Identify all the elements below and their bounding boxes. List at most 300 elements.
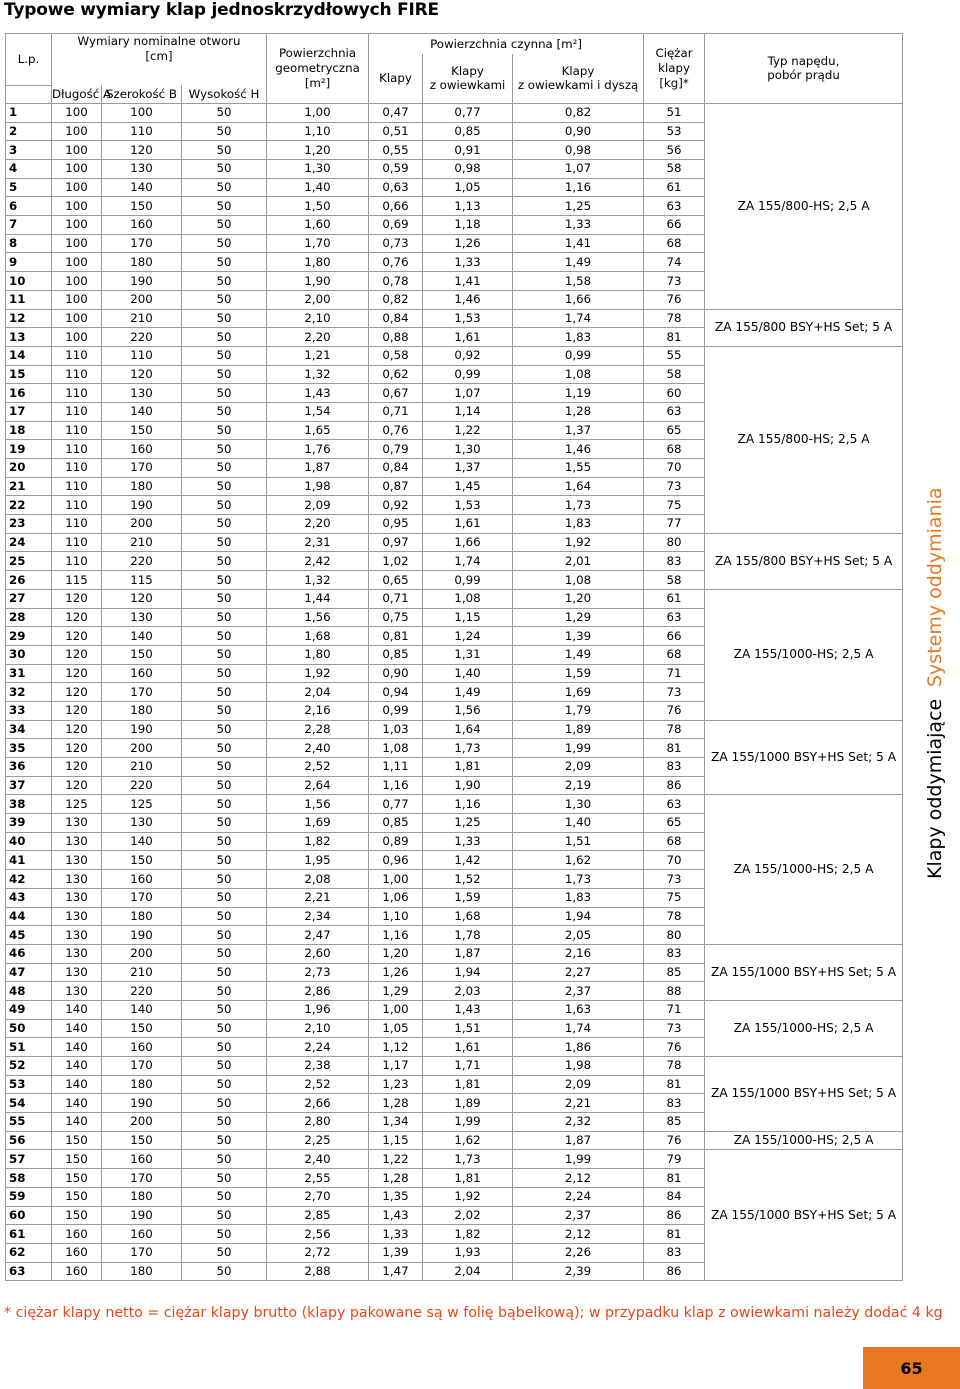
table-cell: 75 [644, 496, 705, 515]
table-cell: 1,66 [513, 290, 644, 309]
table-cell: 50 [182, 1057, 267, 1076]
table-cell: 58 [644, 160, 705, 179]
table-cell: 150 [52, 1131, 102, 1150]
table-cell: 100 [52, 103, 102, 122]
table-cell: 100 [52, 160, 102, 179]
table-cell: 1,34 [369, 1113, 423, 1132]
table-cell: 100 [52, 197, 102, 216]
table-cell: 1,26 [423, 234, 513, 253]
table-cell: 0,99 [369, 701, 423, 720]
table-cell: 210 [102, 533, 182, 552]
table-cell: 1,28 [369, 1169, 423, 1188]
table-cell: 1,60 [267, 216, 369, 235]
table-cell: 0,85 [423, 122, 513, 141]
table-cell: 1,29 [369, 982, 423, 1001]
table-cell: 2,32 [513, 1113, 644, 1132]
table-cell: 0,99 [513, 346, 644, 365]
table-cell: 160 [102, 1038, 182, 1057]
table-cell: 1,93 [423, 1243, 513, 1262]
table-cell: 1,08 [369, 739, 423, 758]
nominal-header: Wymiary nominalne otworu [cm] [52, 34, 267, 64]
row-number: 31 [6, 664, 52, 683]
table-cell: 2,10 [267, 1019, 369, 1038]
table-cell: 1,30 [513, 795, 644, 814]
table-cell: 84 [644, 1187, 705, 1206]
table-cell: 66 [644, 627, 705, 646]
table-cell: 2,66 [267, 1094, 369, 1113]
table-cell: 1,92 [513, 533, 644, 552]
table-cell: 100 [52, 122, 102, 141]
table-cell: 1,80 [267, 253, 369, 272]
table-cell: 100 [52, 234, 102, 253]
table-cell: 110 [102, 346, 182, 365]
table-cell: 81 [644, 328, 705, 347]
table-cell: 2,20 [267, 515, 369, 534]
table-cell: 0,99 [423, 571, 513, 590]
drive-type-cell: ZA 155/1000-HS; 2,5 A [705, 795, 903, 945]
table-cell: 50 [182, 720, 267, 739]
row-number: 21 [6, 477, 52, 496]
table-cell: 1,21 [267, 346, 369, 365]
table-cell: 50 [182, 1075, 267, 1094]
row-number: 27 [6, 589, 52, 608]
table-cell: 1,52 [423, 870, 513, 889]
table-cell: 210 [102, 309, 182, 328]
table-cell: 65 [644, 421, 705, 440]
table-cell: 80 [644, 926, 705, 945]
table-cell: 81 [644, 739, 705, 758]
table-cell: 88 [644, 982, 705, 1001]
table-cell: 1,62 [423, 1131, 513, 1150]
table-cell: 1,23 [369, 1075, 423, 1094]
row-number: 47 [6, 963, 52, 982]
table-cell: 180 [102, 1075, 182, 1094]
table-cell: 50 [182, 122, 267, 141]
drive-type-cell: ZA 155/1000 BSY+HS Set; 5 A [705, 720, 903, 795]
row-number: 22 [6, 496, 52, 515]
table-cell: 50 [182, 1094, 267, 1113]
table-cell: 2,34 [267, 907, 369, 926]
table-cell: 120 [52, 739, 102, 758]
table-cell: 2,10 [267, 309, 369, 328]
table-cell: 0,76 [369, 253, 423, 272]
table-cell: 0,91 [423, 141, 513, 160]
table-cell: 160 [102, 1150, 182, 1169]
table-cell: 200 [102, 290, 182, 309]
table-cell: 170 [102, 234, 182, 253]
table-cell: 70 [644, 459, 705, 478]
table-cell: 1,64 [423, 720, 513, 739]
table-cell: 140 [52, 1038, 102, 1057]
table-body [6, 103, 903, 1280]
table-cell: 1,61 [423, 515, 513, 534]
table-cell: 1,20 [369, 944, 423, 963]
table-cell: 1,78 [423, 926, 513, 945]
table-cell: 50 [182, 515, 267, 534]
table-cell: 2,56 [267, 1225, 369, 1244]
table-cell: 1,12 [369, 1038, 423, 1057]
table-cell: 170 [102, 459, 182, 478]
table-cell: 100 [52, 141, 102, 160]
table-cell: 1,47 [369, 1262, 423, 1281]
table-cell: 1,07 [513, 160, 644, 179]
table-cell: 180 [102, 253, 182, 272]
table-cell: 110 [52, 533, 102, 552]
row-number: 1 [6, 103, 52, 122]
table-cell: 1,22 [369, 1150, 423, 1169]
table-cell: 50 [182, 290, 267, 309]
table-cell: 100 [52, 272, 102, 291]
table-cell: 1,41 [423, 272, 513, 291]
table-cell: 78 [644, 720, 705, 739]
table-cell: 1,35 [369, 1187, 423, 1206]
row-number: 7 [6, 216, 52, 235]
table-cell: 1,28 [369, 1094, 423, 1113]
row-number: 58 [6, 1169, 52, 1188]
table-cell: 53 [644, 122, 705, 141]
row-number: 39 [6, 814, 52, 833]
table-cell: 160 [102, 870, 182, 889]
table-cell: 1,40 [267, 178, 369, 197]
table-cell: 1,73 [423, 739, 513, 758]
table-cell: 160 [102, 1225, 182, 1244]
table-cell: 50 [182, 402, 267, 421]
table-cell: 0,77 [423, 103, 513, 122]
table-cell: 66 [644, 216, 705, 235]
table-cell: 1,07 [423, 384, 513, 403]
table-cell: 1,83 [513, 328, 644, 347]
table-cell: 2,04 [267, 683, 369, 702]
table-cell: 110 [52, 515, 102, 534]
row-number: 6 [6, 197, 52, 216]
row-number: 49 [6, 1000, 52, 1019]
table-cell: 1,46 [423, 290, 513, 309]
table-cell: 190 [102, 1094, 182, 1113]
table-cell: 190 [102, 272, 182, 291]
table-cell: 63 [644, 795, 705, 814]
table-cell: 50 [182, 1206, 267, 1225]
table-cell: 50 [182, 384, 267, 403]
table-cell: 1,33 [423, 253, 513, 272]
table-cell: 1,99 [513, 739, 644, 758]
table-cell: 1,37 [513, 421, 644, 440]
table-cell: 130 [52, 926, 102, 945]
table-cell: 0,90 [369, 664, 423, 683]
table-cell: 0,73 [369, 234, 423, 253]
table-cell: 110 [52, 402, 102, 421]
table-cell: 100 [52, 216, 102, 235]
table-cell: 1,39 [369, 1243, 423, 1262]
table-cell: 75 [644, 888, 705, 907]
table-cell: 78 [644, 309, 705, 328]
row-number: 61 [6, 1225, 52, 1244]
table-cell: 1,25 [423, 814, 513, 833]
table-cell: 0,51 [369, 122, 423, 141]
table-cell: 1,10 [369, 907, 423, 926]
table-cell: 50 [182, 758, 267, 777]
table-cell: 2,12 [513, 1169, 644, 1188]
table-cell: 85 [644, 963, 705, 982]
table-cell: 1,56 [423, 701, 513, 720]
table-cell: 1,10 [267, 122, 369, 141]
table-cell: 50 [182, 907, 267, 926]
drive-type-cell: ZA 155/1000 BSY+HS Set; 5 A [705, 1057, 903, 1132]
table-cell: 1,76 [267, 440, 369, 459]
table-cell: 1,13 [423, 197, 513, 216]
table-cell: 1,49 [513, 645, 644, 664]
table-cell: 1,33 [369, 1225, 423, 1244]
table-cell: 150 [102, 1019, 182, 1038]
row-number: 29 [6, 627, 52, 646]
row-number: 19 [6, 440, 52, 459]
table-cell: 2,01 [513, 552, 644, 571]
table-cell: 115 [52, 571, 102, 590]
row-number: 14 [6, 346, 52, 365]
table-cell: 1,51 [423, 1019, 513, 1038]
table-cell: 1,33 [513, 216, 644, 235]
table-cell: 80 [644, 533, 705, 552]
drive-type-cell: ZA 155/800 BSY+HS Set; 5 A [705, 533, 903, 589]
table-cell: 73 [644, 870, 705, 889]
table-cell: 50 [182, 1243, 267, 1262]
table-cell: 1,59 [423, 888, 513, 907]
table-cell: 50 [182, 1113, 267, 1132]
table-cell: 1,82 [267, 832, 369, 851]
table-cell: 2,27 [513, 963, 644, 982]
row-number: 46 [6, 944, 52, 963]
table-cell: 50 [182, 832, 267, 851]
table-cell: 50 [182, 197, 267, 216]
table-cell: 1,74 [423, 552, 513, 571]
table-cell: 0,62 [369, 365, 423, 384]
table-cell: 0,71 [369, 402, 423, 421]
table-cell: 200 [102, 515, 182, 534]
table-cell: 1,94 [513, 907, 644, 926]
table-cell: 1,55 [513, 459, 644, 478]
table-cell: 190 [102, 720, 182, 739]
table-cell: 86 [644, 1206, 705, 1225]
table-cell: 1,02 [369, 552, 423, 571]
row-number: 5 [6, 178, 52, 197]
table-cell: 1,30 [267, 160, 369, 179]
table-cell: 140 [102, 178, 182, 197]
table-cell: 0,67 [369, 384, 423, 403]
table-cell: 100 [52, 309, 102, 328]
table-cell: 2,25 [267, 1131, 369, 1150]
table-cell: 1,41 [513, 234, 644, 253]
table-cell: 50 [182, 477, 267, 496]
table-cell: 50 [182, 627, 267, 646]
table-cell: 130 [102, 814, 182, 833]
table-cell: 1,49 [513, 253, 644, 272]
table-cell: 83 [644, 944, 705, 963]
table-cell: 50 [182, 141, 267, 160]
table-cell: 180 [102, 1262, 182, 1281]
table-cell: 0,89 [369, 832, 423, 851]
table-cell: 1,15 [423, 608, 513, 627]
table-cell: 68 [644, 645, 705, 664]
table-cell: 2,60 [267, 944, 369, 963]
row-number: 4 [6, 160, 52, 179]
table-cell: 0,92 [369, 496, 423, 515]
row-number: 44 [6, 907, 52, 926]
table-cell: 2,09 [513, 758, 644, 777]
table-cell: 2,04 [423, 1262, 513, 1281]
table-cell: 2,37 [513, 1206, 644, 1225]
table-cell: 1,00 [369, 1000, 423, 1019]
table-cell: 140 [52, 1113, 102, 1132]
drive-type-cell: ZA 155/1000 BSY+HS Set; 5 A [705, 944, 903, 1000]
row-number: 53 [6, 1075, 52, 1094]
table-cell: 2,80 [267, 1113, 369, 1132]
table-cell: 160 [52, 1243, 102, 1262]
table-cell: 0,77 [369, 795, 423, 814]
table-cell: 76 [644, 290, 705, 309]
table-cell: 200 [102, 739, 182, 758]
table-cell: 190 [102, 926, 182, 945]
table-cell: 0,87 [369, 477, 423, 496]
table-cell: 50 [182, 963, 267, 982]
table-cell: 120 [52, 608, 102, 627]
table-cell: 1,64 [513, 477, 644, 496]
table-cell: 50 [182, 1131, 267, 1150]
table-cell: 50 [182, 103, 267, 122]
table-cell: 160 [102, 440, 182, 459]
table-cell: 120 [52, 720, 102, 739]
table-cell: 180 [102, 1187, 182, 1206]
table-row [6, 720, 903, 739]
table-cell: 1,95 [267, 851, 369, 870]
table-cell: 0,84 [369, 309, 423, 328]
table-cell: 1,87 [513, 1131, 644, 1150]
table-cell: 1,90 [423, 776, 513, 795]
table-cell: 50 [182, 982, 267, 1001]
table-cell: 1,94 [423, 963, 513, 982]
table-cell: 1,81 [423, 1075, 513, 1094]
klapy-header: Klapy [369, 54, 423, 103]
table-row [6, 309, 903, 328]
drive-type-cell: ZA 155/1000-HS; 2,5 A [705, 1131, 903, 1150]
table-cell: 50 [182, 870, 267, 889]
table-cell: 50 [182, 776, 267, 795]
table-cell: 180 [102, 907, 182, 926]
table-cell: 1,63 [513, 1000, 644, 1019]
table-cell: 50 [182, 309, 267, 328]
table-cell: 50 [182, 346, 267, 365]
table-cell: 0,47 [369, 103, 423, 122]
table-cell: 160 [52, 1262, 102, 1281]
table-cell: 79 [644, 1150, 705, 1169]
table-row [6, 1150, 903, 1169]
table-cell: 120 [52, 701, 102, 720]
table-cell: 130 [52, 944, 102, 963]
table-cell: 78 [644, 1057, 705, 1076]
table-cell: 50 [182, 328, 267, 347]
table-cell: 1,82 [423, 1225, 513, 1244]
table-cell: 86 [644, 776, 705, 795]
klapy-ow-dysza-header: Klapy z owiewkami i dyszą [513, 54, 644, 103]
table-cell: 2,16 [513, 944, 644, 963]
table-cell: 0,69 [369, 216, 423, 235]
table-cell: 1,56 [267, 608, 369, 627]
table-cell: 83 [644, 1094, 705, 1113]
table-row [6, 795, 903, 814]
table-cell: 1,73 [423, 1150, 513, 1169]
table-cell: 0,79 [369, 440, 423, 459]
table-cell: 1,90 [267, 272, 369, 291]
table-cell: 50 [182, 926, 267, 945]
table-cell: 130 [52, 963, 102, 982]
table-row [6, 1000, 903, 1019]
drive-type-cell: ZA 155/800-HS; 2,5 A [705, 346, 903, 533]
table-cell: 220 [102, 328, 182, 347]
table-cell: 1,98 [513, 1057, 644, 1076]
table-cell: 50 [182, 795, 267, 814]
table-cell: 2,52 [267, 1075, 369, 1094]
table-cell: 1,71 [423, 1057, 513, 1076]
table-cell: 2,47 [267, 926, 369, 945]
table-cell: 120 [52, 776, 102, 795]
length-header: Długość A [52, 85, 102, 103]
table-cell: 73 [644, 477, 705, 496]
table-cell: 1,14 [423, 402, 513, 421]
table-cell: 1,53 [423, 496, 513, 515]
table-cell: 50 [182, 1150, 267, 1169]
table-cell: 0,78 [369, 272, 423, 291]
table-cell: 2,16 [267, 701, 369, 720]
table-cell: 130 [52, 888, 102, 907]
table-cell: 2,40 [267, 1150, 369, 1169]
table-cell: 120 [52, 589, 102, 608]
table-cell: 130 [52, 814, 102, 833]
table-cell: 58 [644, 365, 705, 384]
table-cell: 85 [644, 1113, 705, 1132]
table-cell: 1,25 [513, 197, 644, 216]
row-number: 20 [6, 459, 52, 478]
row-number: 23 [6, 515, 52, 534]
table-cell: 110 [52, 384, 102, 403]
table-cell: 0,84 [369, 459, 423, 478]
klapy-ow-header: Klapy z owiewkami [423, 54, 513, 103]
table-cell: 110 [52, 477, 102, 496]
table-cell: 2,31 [267, 533, 369, 552]
table-cell: 2,64 [267, 776, 369, 795]
side-category-label [910, 33, 958, 1273]
table-cell: 220 [102, 552, 182, 571]
table-cell: 110 [102, 122, 182, 141]
table-cell: 100 [52, 290, 102, 309]
table-cell: 1,87 [267, 459, 369, 478]
table-cell: 1,40 [423, 664, 513, 683]
table-cell: 1,62 [513, 851, 644, 870]
table-cell: 1,20 [513, 589, 644, 608]
table-cell: 1,53 [423, 309, 513, 328]
table-cell: 1,16 [369, 776, 423, 795]
table-cell: 110 [52, 346, 102, 365]
table-cell: 1,00 [267, 103, 369, 122]
table-cell: 1,42 [423, 851, 513, 870]
table-cell: 1,05 [369, 1019, 423, 1038]
table-row [6, 346, 903, 365]
table-cell: 120 [52, 758, 102, 777]
table-cell: 0,82 [369, 290, 423, 309]
table-cell: 120 [102, 365, 182, 384]
table-cell: 50 [182, 664, 267, 683]
table-cell: 61 [644, 178, 705, 197]
table-cell: 150 [52, 1187, 102, 1206]
table-cell: 71 [644, 1000, 705, 1019]
table-cell: 0,85 [369, 645, 423, 664]
